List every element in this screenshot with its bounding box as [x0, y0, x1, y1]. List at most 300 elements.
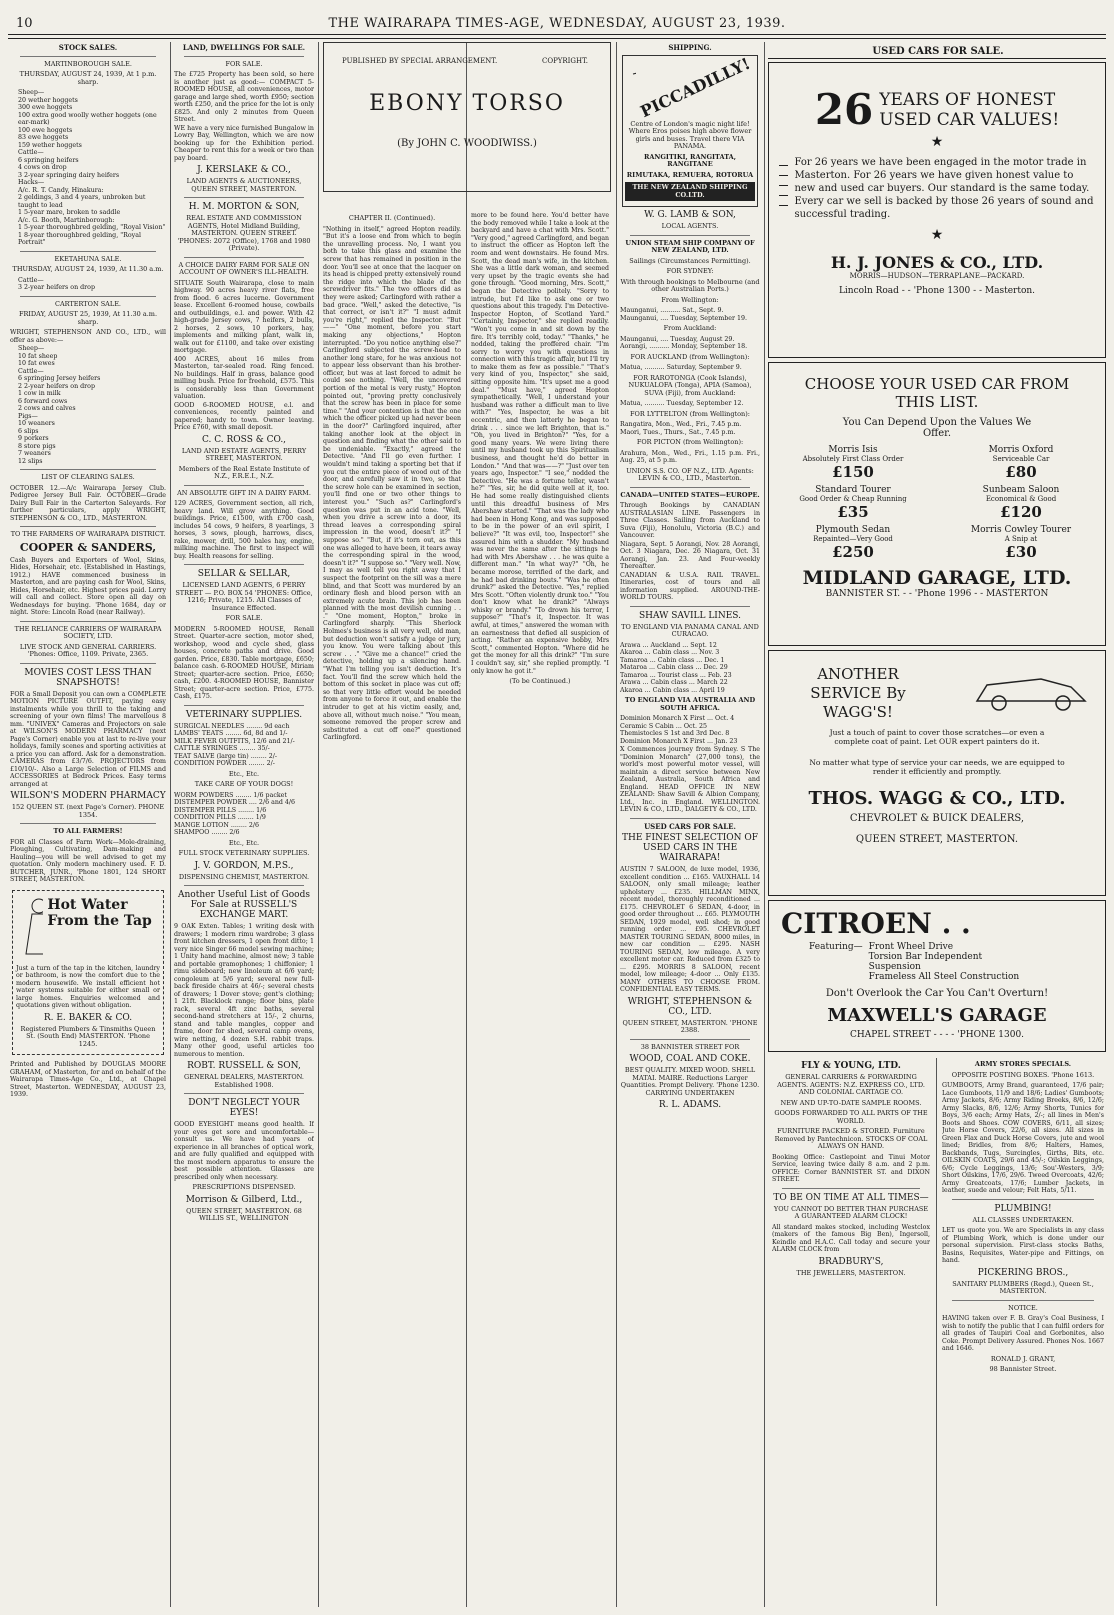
divider [184, 1093, 304, 1094]
ad-text: HAVING taken over F. B. Gray's Coal Business, I wish to notify the public that I can fulfil orders for all grades of Taupiri Coal and Gorbonites, also Coke. Prompt Delivery Assured. Phones Nos. 1667 and 1646. [942, 1315, 1104, 1352]
sale-date: THURSDAY, AUGUST 24, 1939, At 1 p.m. sharp. [19, 70, 157, 86]
sale-lot: 100 extra good woolly wether hoggets (one ear-mark) [18, 111, 157, 126]
advertiser-name: C. C. ROSS & CO., [201, 434, 287, 445]
ad-address: 38 BANNISTER STREET FOR [640, 1042, 740, 1051]
sale-lot: A/c. G. Booth, Martinborough: [18, 216, 115, 224]
ad-text: No matter what type of service your car needs, we are equipped to render it efficiently and promptly. [809, 758, 1065, 776]
divider [20, 296, 156, 297]
car-desc: A Snip at [1004, 535, 1038, 543]
sailing-row: Akaroa ... Cabin class ... April 19 [620, 686, 725, 694]
sailing-list [620, 336, 760, 351]
sale-lot: 83 ewe hoggets [18, 134, 69, 141]
column-stock-sales [10, 42, 166, 1607]
divider [184, 564, 304, 565]
column-shipping [620, 42, 760, 1607]
sale-lot: Pigs— [18, 412, 38, 420]
serial-story [323, 42, 611, 1607]
advertiser-name: ROBT. RUSSELL & SON, [187, 1061, 301, 1071]
ad-text: AUSTIN 7 SALOON, de luxe model, 1936, excellent condition ... £165. VAUXHALL 14 SALOON, only small mileage; leather upholstery ... £235. HILLMAN MINX, recent model, thoroughly reconditioned ... £175. CHEVROLET 6 SEDAN, 4-door, in good order throughout ... £65. PLYMOUTH SEDAN, 1929 model, well shod; in good running order ... £95. CHEVROLET MASTER TOURING SEDAN, 8000 miles, in new car condition ... £295. NASH TOURING SEDAN, low mileage. A very excellent motor car. Reduced from £325 to ... £295. MORRIS 8 SALOON, recent model, low mileage; 4-door ... Only £135. MANY OTHERS TO CHOOSE FROM. CONFIDENTIAL EASY TERMS. [620, 866, 760, 993]
ad-text: For 26 years we have been engaged in the motor trade in Masterton. For 26 years we have given honest value to new and used car buyers. Our standard is the same today. Every car we sell is backed by those 26 years of sound and successful trading. [794, 157, 1094, 220]
ad-slogan: Don't Overlook the Car You Can't Overturn! [825, 988, 1049, 999]
column-divider [170, 42, 171, 1607]
column-divider [764, 42, 765, 1607]
years-number: 26 [814, 85, 874, 134]
route-text: X Commences journey from Sydney. S The "Dominion Monarch" (27,000 tons), the world's most powerful motor vessel, will maintain a direct service between New Zealand, Australia, South Africa and England. HEAD OFFICE IN NEW ZEALAND: Shaw Savill & Albion Company, Ltd., Inc. in England. WELLINGTON. LEVIN & CO., LTD., DALGETY & CO., LTD. [620, 746, 760, 813]
ad-address: QUEEN STREET, MASTERTON. [855, 834, 1019, 845]
divider [20, 621, 156, 622]
sailing-list [620, 715, 760, 745]
car-illustration [971, 665, 1091, 713]
divider [630, 487, 750, 488]
ad-sub: OPPOSITE POSTING BOXES. 'Phone 1613. [951, 1070, 1095, 1079]
ad-heading: A CHOICE DAIRY FARM FOR SALE ON ACCOUNT OF OWNER'S ILL-HEALTH. [178, 260, 310, 276]
advertiser-name: PICKERING BROS., [977, 1267, 1069, 1278]
ad-text: GOODS FORWARDED TO ALL PARTS OF THE WORLD. [774, 1109, 928, 1125]
car-listing [769, 485, 937, 521]
housewife-tap-illustration [16, 894, 43, 964]
sale-lot: 1 cow in milk [18, 390, 61, 397]
sale-lot: 6 forward cows [18, 397, 68, 405]
advertiser-name: RONALD J. GRANT, [990, 1354, 1056, 1363]
sale-lot: 20 wether hoggets [18, 96, 78, 104]
sale-lot: 6 springing Jersey heifers [18, 375, 101, 382]
price-item: MANGE LOTION ........ 2/6 [174, 821, 259, 829]
advertiser-name: J. V. GORDON, M.P.S., [194, 860, 294, 871]
advertiser-name: H. J. JONES & CO., LTD. [830, 253, 1044, 272]
sale-lot: 12 slips [18, 457, 43, 465]
route-heading: From Auckland: [663, 324, 717, 332]
advertiser-name: R. L. ADAMS. [658, 1100, 722, 1110]
sale-lot: 7 weaners [18, 450, 51, 457]
hot-water-ad [12, 890, 164, 1056]
sale-lot: 3 2-year springing dairy heifers [18, 171, 120, 179]
price-item: DISTEMPER PILLS ........ 1/6 [174, 806, 267, 814]
ad-address: CHAPEL STREET - - - - 'PHONE 1300. [849, 1030, 1025, 1040]
sale-lot: 10 weaners [18, 420, 55, 427]
ad-text: BEST QUALITY. MIXED WOOD. SHELL MATAI. MAIRE. Reductions Larger Quantities. Prompt Delivery. 'Phone 1230. CARRYING UNDERTAKEN [620, 1066, 760, 1097]
sale-heading: CARTERTON SALE. [55, 299, 121, 308]
car-listing [769, 445, 937, 481]
ad-text: YOU CANNOT DO BETTER THAN PURCHASE A GUARANTEED ALARM CLOCK! [773, 1204, 929, 1220]
ad-address: THE JEWELLERS, MASTERTON. [796, 1268, 906, 1277]
divider [20, 823, 156, 824]
divider [630, 235, 750, 236]
ad-text: FOR all Classes of Farm Work—Mole-draining, Ploughing, Cultivating, Dam-making and Hauling—you will be well advised to get my quotation. Only modern machinery used. F. D. BUTCHER, JUNR., 'Phone 1801, 124 SHORT STREET, MASTERTON. [10, 838, 166, 883]
ad-text: MODERN 5-ROOMED HOUSE, Renall Street. Quarter-acre section, motor shed, workshop, wood and cycle shed, glass houses, concrete paths and drive. Good garden. Price, £830. Table mortgage, £650; balance cash. 6-ROOMED HOUSE, Miriam Street; quarter-acre section. Price, £650; cash, £200. 4-ROOMED HOUSE, Bannister Street; quarter-acre section. Price, £775. Cash, £175. [174, 625, 314, 700]
ad-text: WE have a very nice furnished Bungalow in Lowry Bay, Wellington, which we are now booking up for the Exhibition period. Cheaper to rent this for a week or two than pay board. [174, 124, 314, 162]
sailing-row: Maori, Tues., Thurs., Sat., 7.45 p.m. [620, 428, 736, 436]
ad-text: FURNITURE PACKED & STORED. Furniture Removed by Pantechnicon. STOCKS OF COAL ALWAYS ON HAND. [774, 1127, 928, 1150]
route-heading: FOR LYTTELTON (from Wellington): [630, 409, 750, 418]
sale-lot: Cattle— [18, 367, 44, 375]
sale-lot: 2 cows and calves [18, 405, 76, 412]
car-price: £250 [832, 543, 874, 561]
route-text: Through Bookings by CANADIAN AUSTRALASIAN LINE. Passengers in Three Classes. Sailing from Auckland to Suva (Fiji), Honolulu, Victoria (B.C.) and Vancouver. [620, 502, 760, 539]
ad-text: GOOD EYESIGHT means good health. If your eyes get sore and uncomfortable—consult us. We have had years of experience in all branches of optical work, and are fully qualified and equipped with the most modern apparatus to ensure the best possible attention. Glasses are prescribed only when necessary. [174, 1121, 314, 1181]
serial-column-b [471, 212, 609, 1602]
advertiser-name: THOS. WAGG & CO., LTD. [808, 788, 1066, 809]
column-fly-young [772, 1058, 930, 1606]
sailing-row: Aorangi, .......... Monday, September 18. [620, 343, 748, 350]
continued-note: (To be Continued.) [509, 677, 571, 686]
sale-lot: 1 8-year thoroughbred gelding, "Royal Portrait" [18, 231, 141, 246]
serial-title-box [323, 42, 611, 192]
route-heading: From Wellington: [661, 295, 719, 304]
ad-address: LICENSED LAND AGENTS, 6 PERRY STREET — P.O. BOX 54 'PHONES: Office, 1216; Private, 1215. All Classes of Insurance Effected. [175, 581, 313, 612]
ad-heading: FOR SALE. [225, 59, 263, 68]
ad-text: Booking Office: Castlepoint and Tinui Motor Service, leaving twice daily 8 a.m. and 2 p.m. OFFICE: Corner BANNISTER ST. and DIXON STREET. [772, 1153, 930, 1183]
ship-names: RIMUTAKA, REMUERA, ROTORUA [626, 170, 754, 179]
car-listing [937, 485, 1105, 521]
section-heading: LAND, DWELLINGS FOR SALE. [182, 43, 306, 52]
sailing-list [620, 642, 760, 695]
car-desc: Serviceable Car [992, 455, 1050, 463]
clearing-heading: LIST OF CLEARING SALES. [41, 473, 135, 481]
ad-heading: TAKE CARE OF YOUR DOGS! [194, 780, 294, 788]
section-rule [768, 58, 1106, 59]
car-price: £35 [837, 503, 869, 521]
ad-text: Cash Buyers and Exporters of Wool, Skins, Hides, Horsehair, etc. (Established in Hastings, 1912.) HAVE commenced business in Masterton, and are paying cash for Wool, Skins, Hides, Horsehair, etc. Highest prices paid. Lorry will call and collect. Store open all day on Wednesdays for buying. 'Phone 1684, day or night. Store: Lincoln Road (near Railway). [10, 556, 166, 616]
divider [630, 606, 750, 607]
sailing-row: Maunganui, .... Tuesday, August 29. [620, 335, 735, 343]
car-desc: Economical & Good [985, 495, 1057, 503]
ad-text: Centre of London's magic night life! Where Eros poises high above flower girls and buses. Travel there VIA PANAMA. [628, 119, 752, 150]
advertiser-name: FLY & YOUNG, LTD. [801, 1061, 901, 1071]
divider [184, 56, 304, 57]
ad-text: 129 ACRES, Government section, all rich, heavy land. Will grow anything. Good buildings. Price, £1500, with £700 cash, includes 54 cows, 9 heifers, 8 yearlings, 3 horses, 3 sows, plough, harrows, discs, rake, mower, drill, 500 bales hay, engine, milking machine. The first to inspect will buy. Health reasons for selling. [174, 500, 314, 560]
advertiser-name: MAXWELL'S GARAGE [827, 1005, 1047, 1026]
feature-list [869, 942, 1020, 982]
ad-address: Lincoln Road - - 'Phone 1300 - - Masterton. [838, 286, 1036, 296]
ad-heading: MOVIES COST LESS THAN SNAPSHOTS! [24, 667, 152, 688]
farmers-heading: TO THE FARMERS OF WAIRARAPA DISTRICT. [10, 530, 166, 538]
ad-heading: CHOOSE YOUR USED CAR FROM THIS LIST. [804, 375, 1070, 411]
ad-address: 152 QUEEN ST. (next Page's Corner). PHONE 1354. [11, 803, 165, 819]
piccadilly-ad [622, 55, 758, 208]
route-heading: TO ENGLAND VIA AUSTRALIA AND SOUTH AFRICA. [624, 696, 756, 712]
ad-heading: ANOTHER SERVICE By WAGG'S! [810, 665, 906, 721]
decorative-lines [779, 156, 788, 221]
sale-date: THURSDAY, AUGUST 24, 1939, At 11.30 a.m. [12, 265, 164, 273]
advertiser-name: COOPER & SANDERS, [19, 540, 157, 554]
sailing-row: Arawa ... Auckland ... Sept. 12 [620, 641, 717, 649]
wagg-ad [768, 650, 1106, 896]
sailing-row: Maunganui, .......... Sat., Sept. 9. [620, 307, 724, 314]
feature-item: Front Wheel Drive [868, 942, 954, 952]
etc-text: Etc., Etc. [228, 838, 260, 847]
price-item: CONDITION POWDER ........ 2/- [174, 760, 275, 767]
sailing-row: Matua, .......... Tuesday, September 12. [620, 400, 744, 407]
sale-lot: 159 wether hoggets [18, 141, 82, 149]
sale-lot: 4 cows on drop [18, 164, 67, 171]
ad-address: DISPENSING CHEMIST, MASTERTON. [178, 872, 310, 881]
serial-columns [323, 212, 611, 1602]
price-item: LAMBS' TEATS ........ 6d, 8d and 1/- [174, 730, 288, 737]
advertiser-name: WILSON'S MODERN PHARMACY [10, 791, 166, 801]
masthead-rule [8, 34, 1106, 35]
sailing-row: Akaroa ... Cabin class ... Nov. 3 [620, 649, 720, 656]
advertiser-name: WRIGHT, STEPHENSON & CO., LTD. [627, 996, 753, 1017]
ad-address: QUEEN STREET, MASTERTON. 68 WILLIS ST., WELLINGTON [186, 1206, 302, 1222]
ad-address: QUEEN STREET, MASTERTON. 'PHONE 2388. [622, 1018, 758, 1034]
car-name: Morris Cowley Tourer [970, 525, 1072, 535]
column-army-stores [942, 1058, 1104, 1606]
jones-ad [768, 62, 1106, 358]
column-divider [318, 42, 319, 1607]
car-price: £150 [832, 463, 874, 481]
price-list [174, 723, 314, 768]
sale-lot: 6 slips [18, 427, 39, 435]
star-icon: ★ [930, 227, 944, 243]
featuring-label: Featuring— [809, 942, 863, 952]
car-name: Plymouth Sedan [815, 525, 891, 535]
serial-title: EBONY TORSO [369, 91, 565, 116]
sale-lot: 8 store pigs [18, 442, 56, 450]
ad-heading: ARMY STORES SPECIALS. [974, 1060, 1072, 1068]
brands: MORRIS—HUDSON—TERRAPLANE—PACKARD. [849, 272, 1025, 280]
divider [20, 251, 156, 252]
route-heading: FOR SYDNEY: [666, 267, 714, 275]
ad-text: The £725 Property has been sold, so here is another just as good:— COMPACT 5-ROOMED HOUSE, all conveniences, motor garage and large shed, worth £950; section worth £250, and the price for the lot is only £825. And only 2 minutes from Queen Street. [174, 71, 314, 123]
ad-heading: YEARS OF HONEST [879, 89, 1056, 110]
ad-sub: ALL CLASSES UNDERTAKEN. [972, 1215, 1074, 1224]
sale-lot: 3 2-year heifers on drop [18, 284, 95, 291]
page-number: 10 [16, 16, 33, 31]
car-listing [937, 525, 1105, 561]
sale-lot: 2 2-year heifers on drop [18, 382, 95, 390]
price-item: CATTLE SYRINGES ........ 35/- [174, 745, 270, 752]
feature-item: Frameless All Steel Construction [868, 972, 1020, 982]
car-desc: Repainted—Very Good [813, 535, 893, 543]
clearing-text: OCTOBER 12.—A/c Wairarapa Jersey Club. Pedigree Jersey Bull Fair. OCTOBER—Grade Dairy Bull Fair in the Carterton Saleyards. For further particulars, apply WRIGHT, STEPHENSON & CO., LTD., MASTERTON. [10, 484, 166, 522]
car-name: Standard Tourer [815, 485, 891, 495]
imprint: Printed and Published by DOUGLAS MOORE GRAHAM, of Masterton, for and on behalf of the Wairarapa Times-Age Co., Ltd., at Chapel Street, Masterton. WEDNESDAY, AUGUST 23, 1939. [10, 1061, 166, 1098]
advertiser-name: W. G. LAMB & SON, [644, 210, 736, 220]
sale-lot: 300 ewe hoggets [18, 104, 73, 111]
company-sub: Sailings (Circumstances Permitting). [629, 256, 751, 265]
ad-heading: CITROEN . . [781, 907, 971, 940]
ad-address: LAND AND ESTATE AGENTS, PERRY STREET, MASTERTON. [181, 446, 307, 462]
chapter-heading: CHAPTER II. (Continued). [348, 214, 436, 222]
ad-text: 400 ACRES, about 16 miles from Masterton, tar-sealed road. Ring fenced. No buildings. Half in grass, balance good milling bush. Price for freehold, £575. This is considerably less than Government valuation. [174, 355, 314, 400]
divider [184, 197, 304, 198]
sailing-row: Arahura, Mon., Wed., Fri., 1.15 p.m. Fri., Aug. 25, at 5 p.m. [620, 449, 760, 464]
column-land-dwellings [174, 42, 314, 1607]
sailing-row: Rangatira, Mon., Wed., Fri., 7.45 p.m. [620, 421, 742, 428]
route-sub: With through bookings to Melbourne (and other Australian Ports.) [620, 277, 760, 293]
sailing-row: Arawa ... Cabin class ... March 22 [620, 679, 728, 686]
sailing-row: Dominion Monarch X First ... Jan. 23 [620, 737, 738, 745]
sale-lot: 9 porkers [18, 435, 49, 442]
car-listing [937, 445, 1105, 481]
divider [20, 56, 156, 57]
divider [630, 1039, 750, 1040]
divider [20, 663, 156, 664]
ad-sub: You Can Depend Upon the Values We Offer. [842, 417, 1032, 439]
ad-address: SANITARY PLUMBERS (Regd.), Queen St., MASTERTON. [952, 1279, 1094, 1295]
ad-text: Just a turn of the tap in the kitchen, laundry or bathroom, is now the comfort due to the modern housewife. We install efficient hot water systems suitable for either small or large homes. Enquiries welcomed and quotations given without obligation. [16, 964, 160, 1009]
etc-text: Etc., Etc. [228, 769, 260, 778]
divider [184, 885, 304, 886]
ad-heading: THE FINEST SELECTION OF USED CARS IN THE WAIRARAPA! [621, 833, 759, 863]
sailing-row: Ceramic S Cabin ... Oct. 25 [620, 722, 708, 730]
ad-text: LET us quote you. We are Specialists in any class of Plumbing Work, which is done under our personal supervision. First-class stocks Baths, Basins, Requisites, Water-pipe and Fittings, on hand. [942, 1227, 1104, 1264]
newspaper-title: THE WAIRARAPA TIMES-AGE, WEDNESDAY, AUGUST 23, 1939. [328, 16, 786, 31]
advertiser-name: R. E. BAKER & CO. [43, 1012, 133, 1023]
car-name: Sunbeam Saloon [982, 485, 1060, 495]
ad-address: REAL ESTATE AND COMMISSION AGENTS, Hotel Midland Building, MASTERTON. QUEEN STREET. 'PHONES: 2072 (Office), 1768 and 1980 (Private). [177, 214, 311, 252]
car-price: £80 [1005, 463, 1037, 481]
price-item: MILK FEVER OUTFITS, 12/6 and 21/- [174, 737, 295, 745]
serial-text: more to be found here. You'd better have the body removed while I take a look at the backyard and have a chat with Mrs. Scott." "Very good," agreed Carlingford, and began to instruct the officer as Hopton left the room and went downstairs. He found Mrs. Scott, the dead man's wife, in the kitchen. She was a little dark woman, and seemed very upset by the tragic events she had gone through. "Good morning, Mrs. Scott," began the Detective politely. "Sorry to intrude, but I'd like to ask one or two questions about this tragedy. I'm Detective-Inspector Hopton, of Scotland Yard." "Certainly, Inspector," she replied readily. "Won't you come in and sit down by the fire. It's terribly cold, today." "Thanks," he nodded, taking the proffered chair. "I'm sorry to worry you with questions in connection with this tragic affair, but I'll try to make them as few as possible." "That's very kind of you, Inspector," she said, sitting opposite him. "It's upset me a good deal." "Must have," agreed Hopton sympathetically. "Well, I understand your husband was rather a difficult man to live with?" "Yes, Inspector, he was a bit eccentric, and then latterly he began to drink . . . since we left Brighton, that is." "Oh, you lived in Brighton?" "Yes, for a good many years. We were living there until my husband took up this Spiritualism business, and thought he'd do better in London." "And that was——?" "Just over ten years ago, Inspector." "I see," nodded the Detective. "He was a fortune teller, wasn't he?" "Yes, sir, he did quite well at it, too. He had some really distinguished clients until this dreadful business of Mrs Abershaw started." "That was the lady who had been in Hong Kong, and was supposed to be in the power of an evil spirit, I believe?" "It was evil, too, Inspector!" she assured him with a shudder. "My husband was never the same after the sittings he had with Mrs Abershaw . . . he was quite a different man." "In what way?" "Oh, he became morose, terrified of the dark, and he had bad drinking bouts." "Was he often drunk?" asked the Detective. "Yes," replied Mrs Scott. "Often violently drunk too." "You don't know what he drank?" "Always whisky or brandy." "To drown his terror, I suppose?" "That's it, Inspector. It was awful, at times," answered the woman with an earnestness that defied all suspicion of acting. "Rather an expensive hobby, Mrs Scott," commented Hopton. "Where did he get the money for all this drink?" "I'm sure I couldn't say, sir," she replied promptly. "I only know he got it." [471, 212, 609, 675]
advertiser-name: THE RELIANCE CARRIERS OF WAIRARAPA SOCIETY, LTD. [14, 624, 162, 640]
ad-text: Just a touch of paint to cover those scratches—or even a complete coat of paint. Let OUR expert painters do it. [829, 728, 1045, 746]
price-item: SURGICAL NEEDLES ........ 9d each [174, 722, 290, 730]
ad-sub: CHEVROLET & BUICK DEALERS, [849, 813, 1025, 824]
sale-lot-list [10, 89, 166, 247]
price-item: WORM POWDERS ........ 1/6 packet [174, 791, 287, 799]
sale-lot-list [10, 345, 166, 465]
sale-lot: A/c. R. T. Candy, Hinakura: [18, 186, 104, 194]
sailing-row: Matua, .......... Saturday, September 9. [620, 364, 742, 371]
sailing-list [620, 307, 760, 322]
sailing-row: Tamaroa ... Cabin class ... Dec. 1 [620, 656, 725, 664]
ad-address: GENERAL DEALERS, MASTERTON. Established 1908. [184, 1073, 304, 1089]
divider [952, 1300, 1094, 1301]
price-list [174, 792, 314, 837]
price-item: CONDITION PILLS ........ 1/9 [174, 814, 266, 821]
sailing-row: Niagara, Sept. 5 Aorangi, Nov. 28 Aorangi, Oct. 3 Niagara, Dec. 26 Niagara, Oct. 31 Aorangi, Jan. 23. And Four-weekly Thereafter. [620, 540, 760, 570]
sale-lot: 10 fat sheep [18, 352, 58, 360]
car-price: £120 [1000, 503, 1042, 521]
sailing-row: Mataroa ... Cabin class ... Dec. 29 [620, 664, 728, 671]
company-heading: UNION STEAM SHIP COMPANY OF NEW ZEALAND, LTD. [625, 238, 755, 254]
advertiser-name: J. KERSLAKE & CO., [197, 165, 291, 175]
ad-heading: NOTICE. [1008, 1303, 1038, 1312]
maxwell-ad [768, 900, 1106, 1052]
column-divider [936, 1058, 937, 1606]
route-heading: FOR AUCKLAND (from Wellington): [630, 352, 750, 361]
ad-text: 9 OAK Exten. Tables; 1 writing desk with drawers; 1 modern rimu wardrobe; 3 glass front kitchen dressers, 1 open front ditto; 1 very nice Singer 66 model sewing machine; 1 Unity hand machine, almost new; 3 table and portable gramophones; 1 chiffonier; 1 rimu sideboard; new linoleum at 6/6 yard; congoleum at 5/6 yard; several new full-back fireside chairs at 46/-; several chests of drawers; 1 Dover stove; gent's clothing; 1 21ft. Blacklock range; floor bins, plate rack, several 4ft zinc baths, several second-hand stretchers at 15/-, 2 churns, stand and table mangles, copper and frame, door for shed, several camp ovens, wire netting, 4 dozen S.H. rabbit traps. Many other good, useful articles too numerous to mention. [174, 923, 314, 1058]
ad-heading: VETERINARY SUPPLIES. [185, 709, 303, 720]
ad-text: GUMBOOTS, Army Brand, guaranteed, 17/6 pair; Lace Gumboots, 11/9 and 18/6; Ladies' Gumboots; Army Jackets, 8/6; Army Riding Breeks, 8/6, 12/6; Army Slacks, 8/6, 12/6; Army Shorts, Tunics for Boys, 3/6 each; Army Hats, 2/-; all lines in Men's Boots and Shoes. COW COVERS, 6/11, all sizes; Jute Horse Covers, 22/6, all sizes. All sizes in Green Flax and Duck Horse Covers, jute and wool lined; Bridles, from 8/6; Halters, Hames, Backbands, Tugs, Surcingles, Girths, Bits, etc. OILSKIN COATS, 29/6 and 45/-; Oilskin Leggings, 6/6; Cycle Leggings, 13/6; Sou'-Westers, 3/9; Short Oilskins, 17/6, 29/6. Tweed Overcoats, 42/6; Army Greatcoats, 17/6; Lumber Jackets, in leather, suede and velour; Felt Hats, 5/11. [942, 1082, 1104, 1194]
car-name: Morris Isis [828, 445, 878, 455]
company-sub: TO ENGLAND VIA PANAMA CANAL AND CURACAO. [621, 622, 759, 638]
copyright-note: COPYRIGHT. [541, 57, 588, 65]
divider [184, 705, 304, 706]
ad-heading: USED CAR VALUES! [879, 109, 1060, 130]
column-divider [616, 42, 617, 1607]
sailing-row: Maunganui, .... Tuesday, September 19. [620, 314, 748, 322]
sale-lot: 6 springing heifers [18, 156, 79, 164]
car-desc: Good Order & Cheap Running [799, 495, 907, 503]
sailing-row: Dominion Monarch X First ... Oct. 4 [620, 715, 735, 722]
ad-heading: Another Useful List of Goods For Sale at RUSSELL'S EXCHANGE MART. [178, 890, 310, 920]
section-heading: STOCK SALES. [58, 43, 118, 52]
ad-address: Members of the Real Estate Institute of N.Z., F.R.E.I., N.Z. [178, 464, 310, 480]
divider [952, 1199, 1094, 1200]
route-heading: FOR RAROTONGA (Cook Islands), NUKUALOFA (Tonga), APIA (Samoa), SUVA (Fiji), from Auckland: [628, 373, 752, 397]
sale-lot-list [10, 277, 166, 292]
serial-column-a [323, 212, 461, 1602]
price-item: DISTEMPER POWDER .... 2/6 and 4/6 [174, 799, 296, 806]
car-listing [769, 525, 937, 561]
divider [630, 818, 750, 819]
sale-lot: Hacks— [18, 179, 45, 186]
ad-heading: Hot Water From the Tap [47, 896, 152, 929]
advertiser-name: BRADBURY'S, [818, 1256, 884, 1267]
sale-lot: 1 5-year mare, broken to saddle [18, 209, 121, 216]
advertiser-name: MIDLAND GARAGE, LTD. [802, 567, 1072, 589]
ad-text: GENERAL CARRIERS & FORWARDING AGENTS. AGENTS: N.Z. EXPRESS CO., LTD. AND COLONIAL CARTAGE CO. [777, 1073, 925, 1096]
sale-lot: 100 ewe hoggets [18, 126, 73, 134]
masthead-rule-thin [8, 38, 1106, 39]
sailing-row: Themistocles S 1st and 3rd Dec. 8 [620, 730, 730, 737]
section-heading: USED CARS FOR SALE. [644, 821, 736, 831]
section-heading: SHIPPING. [668, 43, 712, 52]
ad-address: Registered Plumbers & Tinsmiths Queen St. (South End) MASTERTON. 'Phone 1245. [20, 1024, 156, 1048]
sale-lot: 10 fat ewes [18, 360, 55, 367]
ship-names: RANGITIKI, RANGITATA, RANGITANE [643, 152, 736, 168]
sale-lot: 1 5-year thoroughbred gelding, "Royal Vision" [18, 224, 166, 231]
ad-address: 98 Bannister Street. [989, 1365, 1057, 1373]
divider [20, 469, 156, 470]
masthead [8, 14, 1106, 32]
ad-text: LIVE STOCK AND GENERAL CARRIERS. 'Phones: Office, 1109. Private, 2365. [19, 642, 157, 658]
route-heading: CANADA—UNITED STATES—EUROPE. [620, 490, 760, 499]
ad-heading: PLUMBING! [994, 1203, 1052, 1214]
ad-heading: FOR SALE. [225, 614, 263, 622]
route-heading: FOR PICTON (from Wellington): [636, 438, 744, 446]
ad-heading: PRESCRIPTIONS DISPENSED. [192, 1183, 296, 1191]
section-heading: USED CARS FOR SALE. [872, 46, 1004, 57]
advertiser-name: SELLAR & SELLAR, [197, 569, 291, 579]
ad-text: SITUATE South Wairarapa, close to main highway. 90 acres heavy river flats, free from flood. 6 acres lucerne. Government lease. Excellent 6-roomed house, cowbails and outbuildings, e.l. and power. With 42 high-grade Jersey cows, 7 heifers, 2 bulls, 2 horses, 2 sows, 10 porkers, hay, implements and milking plant, walk in, walk out for £1100, and take over existing mortgage. [174, 279, 314, 354]
eros-statue-icon [625, 58, 636, 118]
car-list [769, 445, 1105, 561]
sale-date: FRIDAY, AUGUST 25, 1939, At 11.30 a.m. sharp. [18, 310, 158, 326]
ad-heading: DON'T NEGLECT YOUR EYES! [188, 1098, 300, 1118]
ad-heading: WOOD, COAL AND COKE. [629, 1054, 751, 1064]
feature-item: Torsion Bar Independent [868, 952, 983, 962]
serial-text: "Nothing in itself," agreed Hopton readily. "But it's a loose end from which to begin the unravelling process. No, I want you both to take this glass and examine the screw that has remained in position in the door. You'll see at once that the lacquer on its head is chipped pretty extensively round the ridge into which the blade of the screwdriver fits." The two officers did as they were asked; Carlingford with rather a bad grace. "Well," asked the detective, "is that correct, or isn't it?" "I must admit you're right," replied the Inspector. "But——" "One moment, before you start making any objections," Hopton interrupted. "Do you notice anything else?" Carlingford subjected the screw-head to another long stare, for he was anxious not to appear less observant than his brother-officer, but was at last forced to admit he could see nothing. "Well, the uncovered portion of the metal is very rusty," Hopton pointed out, "proving pretty conclusively that the screw has been in place for some time." "And your contention is that the one which the officer picked up had never been in the door?" Carlingford inquired, after taking another look at the object in question and finding what the other said to be undeniable. "Exactly," agreed the Detective. "And I'll go even further. I wouldn't mind taking a sporting bet that if you cut the entire piece of wood out of the door, and carefully saw it in two, so that the screw hole can be examined in section, you'll find one or two other things to interest you." "Such as?" Carlingford's question was put in an acid tone. "Well, when you drive a screw into a door, its thread leaves a corresponding spiral impression in the wood, doesn't it?" "I suppose so." "But, if it's torn out, as this one was alleged to have been, it tears away the corresponding spiral in the wood, doesn't it?" "I suppose so." "Very well. Now, I may as well tell you right away that I suspect the footprint on the sill was a mere blind, and that Scott was murdered by an ordinary flesh and blood person with an extremely acute brain. This job has been planned with the most devilish cunning . . ." "One moment, Hopton," broke in Carlingford sharply. "This Sherlock Holmes's business is all very well, old man, but deduction won't satisfy a judge or jury, you know. You were talking about this screw . . ." "Give me a chance!" cried the detective, holding up a silencing hand. "What I'm telling you isn't deduction. It's fact. You'll find the screw which held the bottom of this socket in place was cut off; so that very little effort would be needed from anyone to force it out, and enable the intruder to get at his victim easily, and, above all, without much noise." "You mean, someone removed the proper screw and substituted a cut off one?" questioned Carlingford. [323, 225, 461, 742]
sale-lot: Cattle— [18, 149, 44, 156]
ad-heading: AN ABSOLUTE GIFT IN A DAIRY FARM. [177, 488, 311, 497]
sailing-row: Tamaroa ... Tourist class ... Feb. 23 [620, 671, 732, 679]
divider [184, 257, 304, 258]
car-price: £30 [1005, 543, 1037, 561]
divider [184, 485, 304, 486]
ad-text: NEW AND UP-TO-DATE SAMPLE ROOMS. [780, 1098, 922, 1107]
advertiser-name: Morrison & Gilberd, Ltd., [185, 1194, 303, 1205]
agent-note: UNION S.S. CO. OF N.Z., LTD. Agents: LEVIN & CO., LTD., Masterton. [626, 466, 754, 482]
ad-text: FOR a Small Deposit you can own a COMPLETE MOTION PICTURE OUTFIT, paying easy instalments while you thrill to the taking and screening of your own films! The marvellous 8 mm. "UNIVEX" Cameras and Projectors on sale at WILSON'S MODERN PHARMACY (next Page's Corner) enable you at last to re-live your holidays, family scenes and sporting activities at a price you can afford. Ask for a demonstration. CAMERAS from £3/7/6. PROJECTORS from £10/10/-. Also a Large Selection of FILMS and ACCESSORIES at Bedrock Prices. Easy terms arranged at [10, 690, 166, 788]
ad-address: LOCAL AGENTS. [661, 222, 719, 230]
serial-byline: (By JOHN C. WOODIWISS.) [397, 138, 537, 149]
star-icon: ★ [930, 134, 944, 150]
ad-heading: TO ALL FARMERS! [53, 827, 123, 835]
sale-heading: MARTINBOROUGH SALE. [44, 59, 132, 68]
company-heading: SHAW SAVILL LINES. [638, 610, 742, 621]
published-note: PUBLISHED BY SPECIAL ARRANGEMENT. [342, 57, 498, 65]
sale-lot: Sheep— [18, 345, 45, 352]
ad-heading: FULL STOCK VETERINARY SUPPLIES. [178, 849, 310, 857]
advertiser-name: H. M. MORTON & SON, [188, 202, 300, 212]
divider [782, 1188, 920, 1189]
ad-address: BANNISTER ST. - - 'Phone 1996 - - MASTERTON [825, 589, 1049, 599]
sale-lot: Cattle— [18, 276, 44, 284]
ad-address: LAND AGENTS & AUCTIONEERS, QUEEN STREET, MASTERTON. [186, 177, 302, 193]
